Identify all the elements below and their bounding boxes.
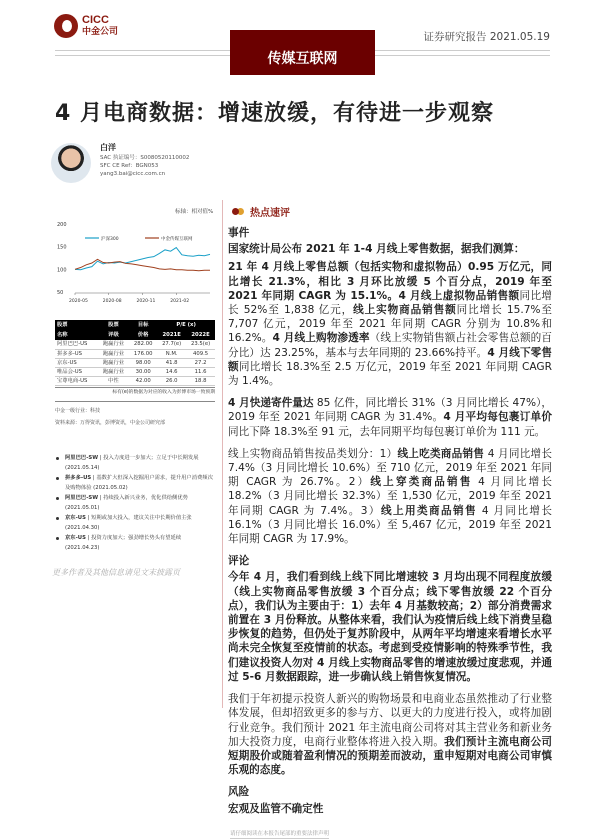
table-header-row [55,320,215,330]
right-column [228,226,553,837]
more-info-note: 更多作者及其他信息请见文末披露页 [52,567,180,577]
y-tick-label: 100 [57,267,67,274]
series-line [75,248,210,270]
related-stock: 拼多多-US [65,474,92,481]
section-dots-icon [232,208,245,215]
text-segment: 同比增长 52%至 1,838 亿元， [228,289,552,317]
col-header: 目标 [129,320,157,330]
table-cell: 跑赢行业 [98,349,129,358]
text-segment: 4 月同比增长 18.2%（3 月同比增长 32.3%）至 1,530 亿元，2019 年至 2021 年同期 CAGR 为 7.4%。3） [228,476,552,517]
subheading: 风险 [228,786,250,799]
related-title: | 基数扩大但深入挖掘用户需求，提升用户消费频次及购物体验 (2021.05.02) [65,474,213,491]
related-stock: 阿里巴巴-SW [65,494,99,501]
table-cell: 98.00 [129,358,157,367]
related-report-item[interactable] [55,473,217,493]
table-cell: 跑赢行业 [98,340,129,349]
y-tick-label: 200 [57,222,67,228]
table-cell: 23.5(e) [186,340,215,349]
related-title: | 持续投入新兴业务，优化供给侧优势 (2021.05.01) [65,494,188,511]
source: 资料来源：万得资讯，彭博资讯，中金公司研究部 [55,419,166,426]
table-cell: 42.00 [129,376,157,385]
table-cell: 41.8 [157,358,186,367]
text-segment: 4 月同比增长 16.1%（3 月同比增长 16.0%）至 5,467 亿元，2019 年至 2021 年同期 CAGR 为 17.9%。 [228,504,552,546]
text-segment: 4 月同比增长 7.4%（3 月同比增长 10.6%）至 710 亿元，2019 年至 2021 年同期 CAGR 为 26.7%。2） [228,447,552,489]
x-tick-label: 2021-02 [170,299,190,304]
text-segment: 线上实物商品销售额 [353,304,457,317]
cicc-logo [54,14,118,38]
price-chart [55,220,215,305]
related-stock: 京东-US [65,534,86,541]
col-header: 股票 [98,320,129,330]
paragraph [228,447,552,546]
col-header: 名称 [55,330,98,340]
table-row [55,358,215,367]
col-header: 2021E [157,330,186,340]
related-report-item[interactable] [55,513,217,533]
x-tick-label: 2020-08 [102,299,122,304]
subheading: 评论 [228,555,250,568]
main-text [228,226,552,824]
cicc-logo-icon [54,14,78,38]
text-segment: 4 月线上购物渗透率 [272,332,370,345]
related-stock: 阿里巴巴-SW [65,454,99,461]
table-cell: 跑赢行业 [98,367,129,376]
table-row [55,349,215,358]
table-row [55,376,215,385]
page-title: 4 月电商数据：增速放缓，有待进一步观察 [55,101,494,126]
chart-axis-note: 标轴：相对值% [175,209,214,215]
table-cell: 阿里巴巴-US [55,340,98,349]
table-cell: 27.7(e) [157,340,186,349]
col-header: 股票 [55,320,98,330]
divider [55,401,215,402]
table-cell: 282.00 [129,340,157,349]
author-avatar [51,143,91,183]
y-tick-label: 150 [57,244,67,251]
y-tick-label: 50 [57,290,64,296]
legend-label: 中金传媒互联网 [161,237,193,242]
author-email[interactable]: yang3.bai@cicc.com.cn [100,171,166,177]
related-report-item[interactable] [55,453,217,473]
stock-table [55,320,215,386]
table-cell: 拼多多-US [55,349,98,358]
text-segment: 同比下降 18.3%至 91 元，去年同期平均每包裹订单价为 111 元。 [228,425,546,438]
table-header-row [55,330,215,340]
text-segment: 线上用类商品销售 [380,504,478,517]
col-header: 价格 [129,330,157,340]
table-cell: 176.00 [129,349,157,358]
logo-zh: 中金公司 [82,26,119,36]
text-segment: 今年 4 月，我们看到线上线下同比增速较 3 月均出现不同程度放缓（线上实物商品零售放缓 3 个百分点；线下零售放缓 22 个百分点），我们认为主要由于：1）去年 4 月基数较高；2）部分消费需求前置在 3 月份释放。从整体来看，我们认为疫情后线上线下消费呈稳步恢复的趋势，但仍处于复苏阶段中，从两年平均增速来看增长水平尚未完全恢复至疫情前的状态。考虑到受疫情影响的特殊季节性，我们建议投资人勿对 4 月线上实物商品零售的增速放缓过度悲观，并通过 5-6 月数据跟踪，进一步确认线上销售恢复情况。 [228,571,552,683]
text-segment: 4 月线下零售额 [228,346,552,373]
section-title: 热点速评 [250,208,290,219]
col-header: P/E (x) [157,320,215,330]
text-segment: 线上穿类商品销售 [370,476,473,489]
author-sfc: SFC CE Ref：BGN053 [100,163,159,169]
text-segment: 我们预计主流电商公司短期股价或随着盈利情况的预期差而波动，重申短期对电商公司审慎乐观的态度。 [228,735,552,777]
text-segment: 4 月线上虚拟物品销售额 [398,289,520,302]
text-segment: 我们于年初提示投资人新兴的购物场景和电商业态虽然推动了行业整体发展，但却招致更多的参与方、以更大的力度进行投入，或将加剧行业竞争。我们预计 2021 年主流电商公司将对其主营业务和新业务加大投资力度，电商行业整体将进入投入期。 [228,693,552,748]
sources [55,405,217,429]
author-info [100,144,189,178]
related-report-item[interactable] [55,493,217,513]
section-header [232,204,290,219]
paragraph [228,570,552,684]
sector-band: 传媒互联网 [230,30,375,75]
industry: 中金一级行业：科技 [55,407,101,414]
table-cell: 宝尊电商-US [55,376,98,385]
paragraph [228,802,552,816]
text-segment: 同比增长 18.3%至 2.5 万亿元，2019 年至 2021 年同期 CAGR 为 1.4%。 [228,360,552,388]
table-row [55,340,215,349]
related-report-item[interactable] [55,533,217,553]
left-column [52,320,217,578]
column-divider [222,200,223,708]
related-title: | 短期或加大投入，建议关注中长期价值主张 (2021.04.30) [65,514,192,531]
text-segment: 21 年 4 月线上零售总额（包括实物和虚拟物品）0.95 万亿元，同比增长 21.3%，相比 3 月环比放缓 5 个百分点，2019 年至 2021 年同期 CAGR 为 15.1%。 [228,261,552,302]
legal-notice-link[interactable]: 请仔细阅读在本报告尾部的重要法律声明 [230,824,329,839]
report-type-date: 证券研究报告 2021.05.19 [423,31,550,43]
table-cell: 26.0 [157,376,186,385]
text-segment: 85 亿件，同比增长 31%（3 月同比增长 47%），2019 年至 2021 年同期 CAGR 为 31.4%。 [228,397,552,424]
table-cell: 11.6 [186,367,215,376]
legend-label: 沪深300 [101,237,119,242]
text-segment: 4 月快递寄件量达 [228,397,314,410]
text-segment: 线上吃类商品销售 [397,447,485,460]
table-cell: 京东-US [55,358,98,367]
author-sac: SAC 执证编号：S0080520110002 [100,155,190,161]
table-cell: 唯品会-US [55,367,98,376]
table-cell: 27.2 [186,358,215,367]
table-cell: 18.8 [186,376,215,385]
text-segment: 线上实物商品销售按品类划分：1） [228,447,398,460]
table-cell: 30.00 [129,367,157,376]
logo-en: CICC [82,14,109,26]
x-tick-label: 2020-11 [136,299,156,304]
text-segment: 4 月平均每包裹订单价 [443,411,552,424]
table-row [55,367,215,376]
subheading: 事件 [228,227,250,239]
table-cell: 409.5 [186,349,215,358]
paragraph [228,242,552,256]
table-cell: N.M. [157,349,186,358]
table-note: 标有(e)的数据为对应的收入为彭博市场一致预期 [55,387,215,396]
col-header: 评级 [98,330,129,340]
table-cell: 跑赢行业 [98,358,129,367]
paragraph [228,260,552,388]
author-name: 白洋 [100,143,116,152]
text-segment: 同比增长 15.7%至 7,707 亿元，2019 年至 2021 年同期 CAGR 分别为 10.8%和 16.2%。 [228,304,552,345]
paragraph [228,396,552,439]
text-segment: （线上实物销售额占社会零售总额的百分比）达 23.25%，基本与去年同期的 23.66%持平。 [228,332,553,359]
related-title: | 投入力度进一步加大；立足于中长期发展 (2021.05.14) [65,454,199,471]
related-title: | 投资力度加大；强劲增长势头有望延续 (2021.04.23) [65,534,182,551]
text-segment: 宏观及监管不确定性 [228,802,324,815]
table-cell: 中性 [98,376,129,385]
series-line [75,259,210,270]
paragraph [228,692,552,777]
table-cell: 14.6 [157,367,186,376]
related-stock: 京东-US [65,514,86,521]
col-header: 2022E [186,330,215,340]
x-tick-label: 2020-05 [69,299,88,304]
text-segment: 国家统计局公布 2021 年 1-4 月线上零售数据，据我们测算： [228,243,525,256]
related-reports [55,453,217,553]
